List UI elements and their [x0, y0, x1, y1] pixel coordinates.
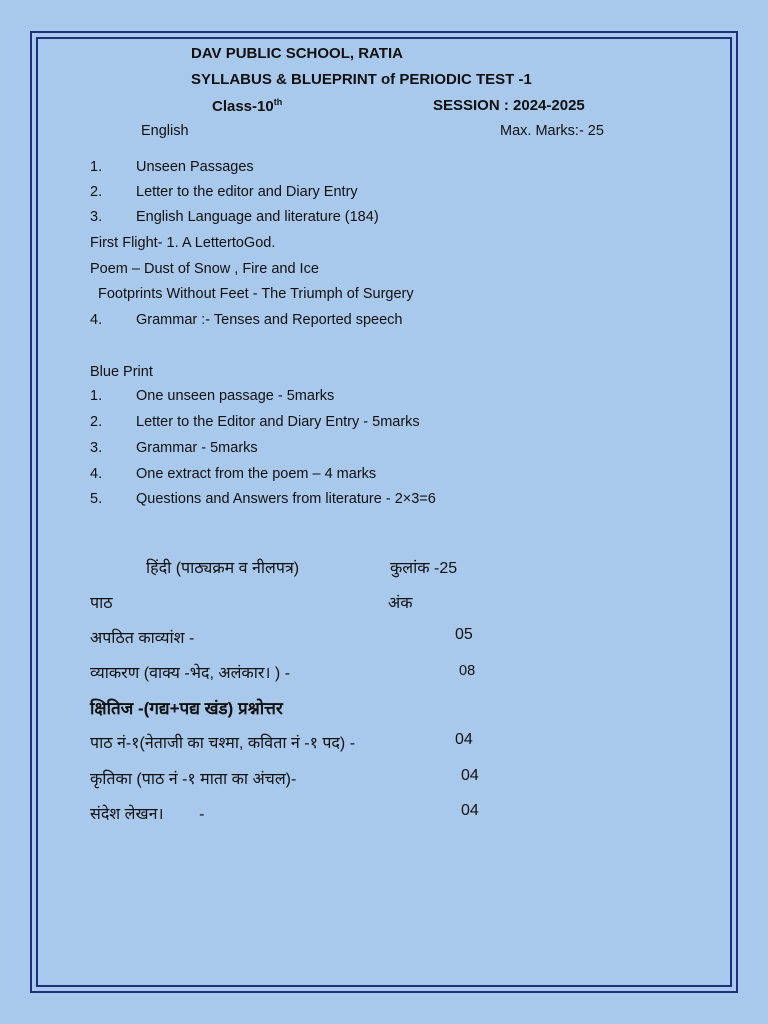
poem-line: Poem – Dust of Snow , Fire and Ice — [90, 261, 319, 277]
hindi-row-marks: 05 — [455, 626, 473, 643]
hindi-row-marks: 04 — [461, 767, 479, 784]
hindi-row-label: संदेश लेखन। - — [90, 806, 205, 823]
blueprint-heading: Blue Print — [90, 364, 153, 380]
subject-label: English — [141, 123, 189, 139]
hindi-col-lesson: पाठ — [90, 595, 113, 612]
max-marks: Max. Marks:- 25 — [500, 123, 604, 139]
hindi-row-label: कृतिका (पाठ नं -१ माता का अंचल)- — [90, 771, 297, 788]
hindi-row-marks: 08 — [459, 663, 476, 679]
document-title: SYLLABUS & BLUEPRINT of PERIODIC TEST -1 — [191, 71, 532, 88]
hindi-row-marks: 04 — [461, 802, 479, 819]
hindi-row-label: व्याकरण (वाक्य -भेद, अलंकार। ) - — [90, 665, 291, 682]
hindi-row-label: पाठ नं-१(नेताजी का चश्मा, कविता नं -१ पद) - — [90, 735, 356, 752]
hindi-heading: हिंदी (पाठ्यक्रम व नीलपत्र) — [146, 560, 300, 577]
hindi-row-marks: 04 — [455, 731, 473, 748]
hindi-col-marks: अंक — [388, 595, 413, 612]
session-label: SESSION : 2024-2025 — [433, 97, 585, 114]
hindi-section-heading: क्षितिज -(गद्य+पद्य खंड) प्रश्नोत्तर — [90, 699, 283, 718]
page-border-inner — [36, 37, 732, 987]
hindi-row-label: अपठित काव्यांश - — [90, 630, 195, 647]
first-flight-line: First Flight- 1. A LettertoGod. — [90, 235, 276, 251]
footprints-line: Footprints Without Feet - The Triumph of Surgery — [98, 286, 414, 302]
school-name: DAV PUBLIC SCHOOL, RATIA — [191, 45, 403, 62]
hindi-total-marks: कुलांक -25 — [390, 560, 458, 577]
class-label: Class-10th — [212, 97, 283, 115]
